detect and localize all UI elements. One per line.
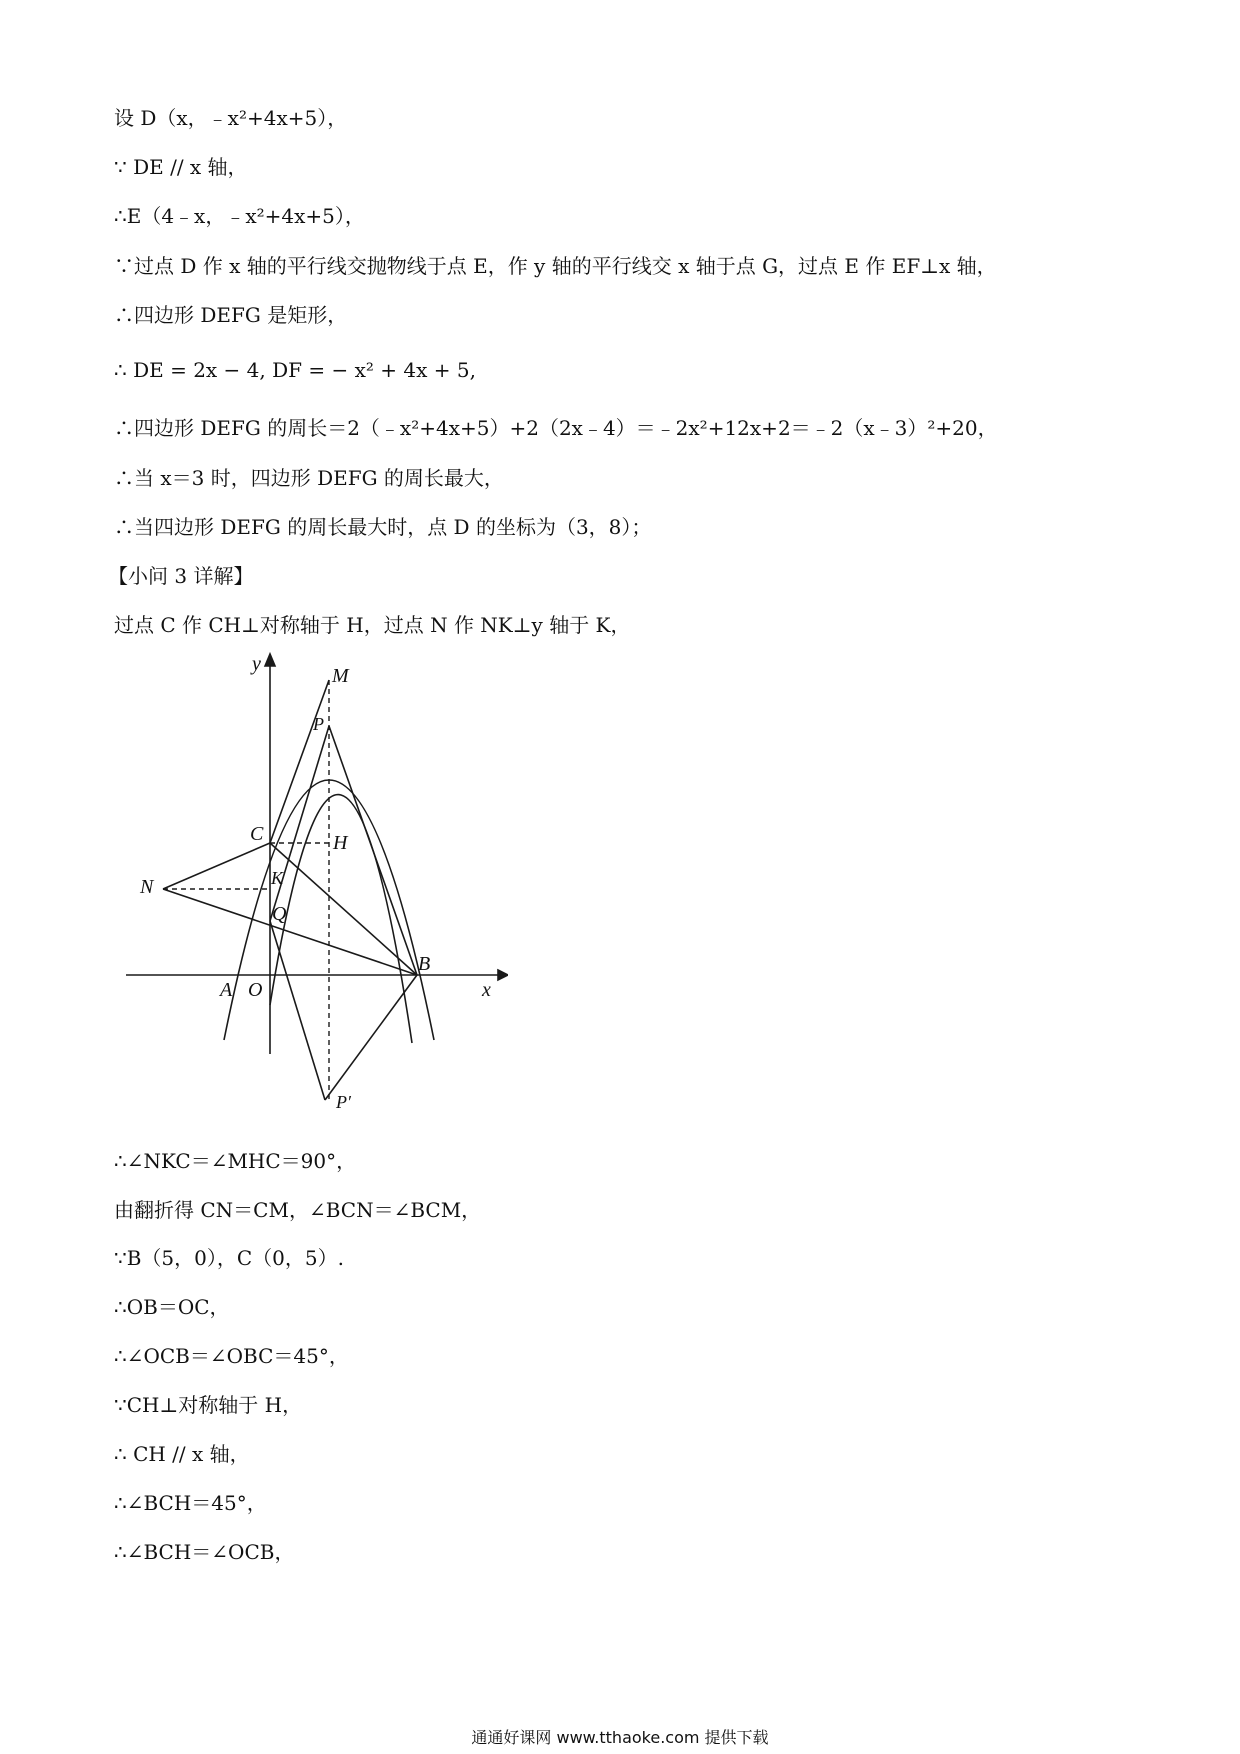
text-line: ∴OB＝OC， — [114, 1295, 230, 1319]
text-line: ∴四边形 DEFG 是矩形， — [114, 303, 348, 327]
label-N: N — [140, 876, 154, 898]
text-line: ∴四边形 DEFG 的周长＝2（﹣x²+4x+5）+2（2x﹣4）＝﹣2x²+12x+2＝﹣2（x﹣3）²+20， — [114, 416, 998, 440]
segment-BPprime — [325, 975, 417, 1100]
x-axis-arrow — [498, 970, 508, 980]
label-Q: Q — [272, 903, 287, 925]
y-axis-arrow — [265, 654, 275, 666]
label-y: y — [252, 653, 261, 675]
text-line: ∵ DE // x 轴， — [114, 155, 248, 179]
label-P: P — [313, 714, 324, 734]
text-line: ∵过点 D 作 x 轴的平行线交抛物线于点 E，作 y 轴的平行线交 x 轴于点 G，过点 E 作 EF⊥x 轴， — [114, 254, 997, 278]
label-x: x — [482, 979, 491, 1001]
text-line: ∴∠BCH＝∠OCB， — [114, 1540, 295, 1564]
geometry-figure — [120, 648, 508, 1128]
text-line: ∴当四边形 DEFG 的周长最大时，点 D 的坐标为（3，8）； — [114, 515, 652, 539]
label-A: A — [220, 979, 233, 1001]
page-footer: 通通好课网 www.tthaoke.com 提供下载 — [471, 1728, 769, 1747]
segment-QP — [270, 726, 329, 921]
text-line: ∴E（4﹣x，﹣x²+4x+5）， — [114, 204, 365, 228]
label-B: B — [418, 953, 431, 975]
label-K: K — [271, 868, 284, 888]
label-H: H — [333, 832, 348, 854]
segment-CB — [270, 843, 417, 975]
text-line: ∵CH⊥对称轴于 H， — [114, 1393, 303, 1417]
segment-CM — [270, 680, 329, 843]
label-O: O — [248, 979, 263, 1001]
label-C: C — [250, 823, 264, 845]
section-heading: 【小问 3 详解】 — [108, 564, 254, 588]
segment-CN — [163, 843, 270, 889]
formula-line: ∴ DE = 2x − 4, DF = − x² + 4x + 5, — [114, 358, 476, 382]
text-line: ∴当 x＝3 时，四边形 DEFG 的周长最大， — [114, 466, 504, 490]
segment-QPprime — [270, 921, 325, 1100]
text-line: ∴∠NKC＝∠MHC＝90°， — [114, 1149, 357, 1173]
label-M: M — [332, 665, 349, 687]
text-line: ∴∠OCB＝∠OBC＝45°， — [114, 1344, 349, 1368]
text-line: 过点 C 作 CH⊥对称轴于 H，过点 N 作 NK⊥y 轴于 K， — [114, 613, 631, 637]
label-Pprime: P′ — [336, 1092, 351, 1112]
text-line: ∵B（5，0），C（0，5）. — [114, 1246, 344, 1270]
text-line: ∴∠BCH＝45°， — [114, 1491, 267, 1515]
text-line: ∴ CH // x 轴， — [114, 1442, 250, 1466]
text-line: 由翻折得 CN＝CM，∠BCN＝∠BCM， — [114, 1198, 482, 1222]
text-line: 设 D（x，﹣x²+4x+5）， — [114, 106, 348, 130]
